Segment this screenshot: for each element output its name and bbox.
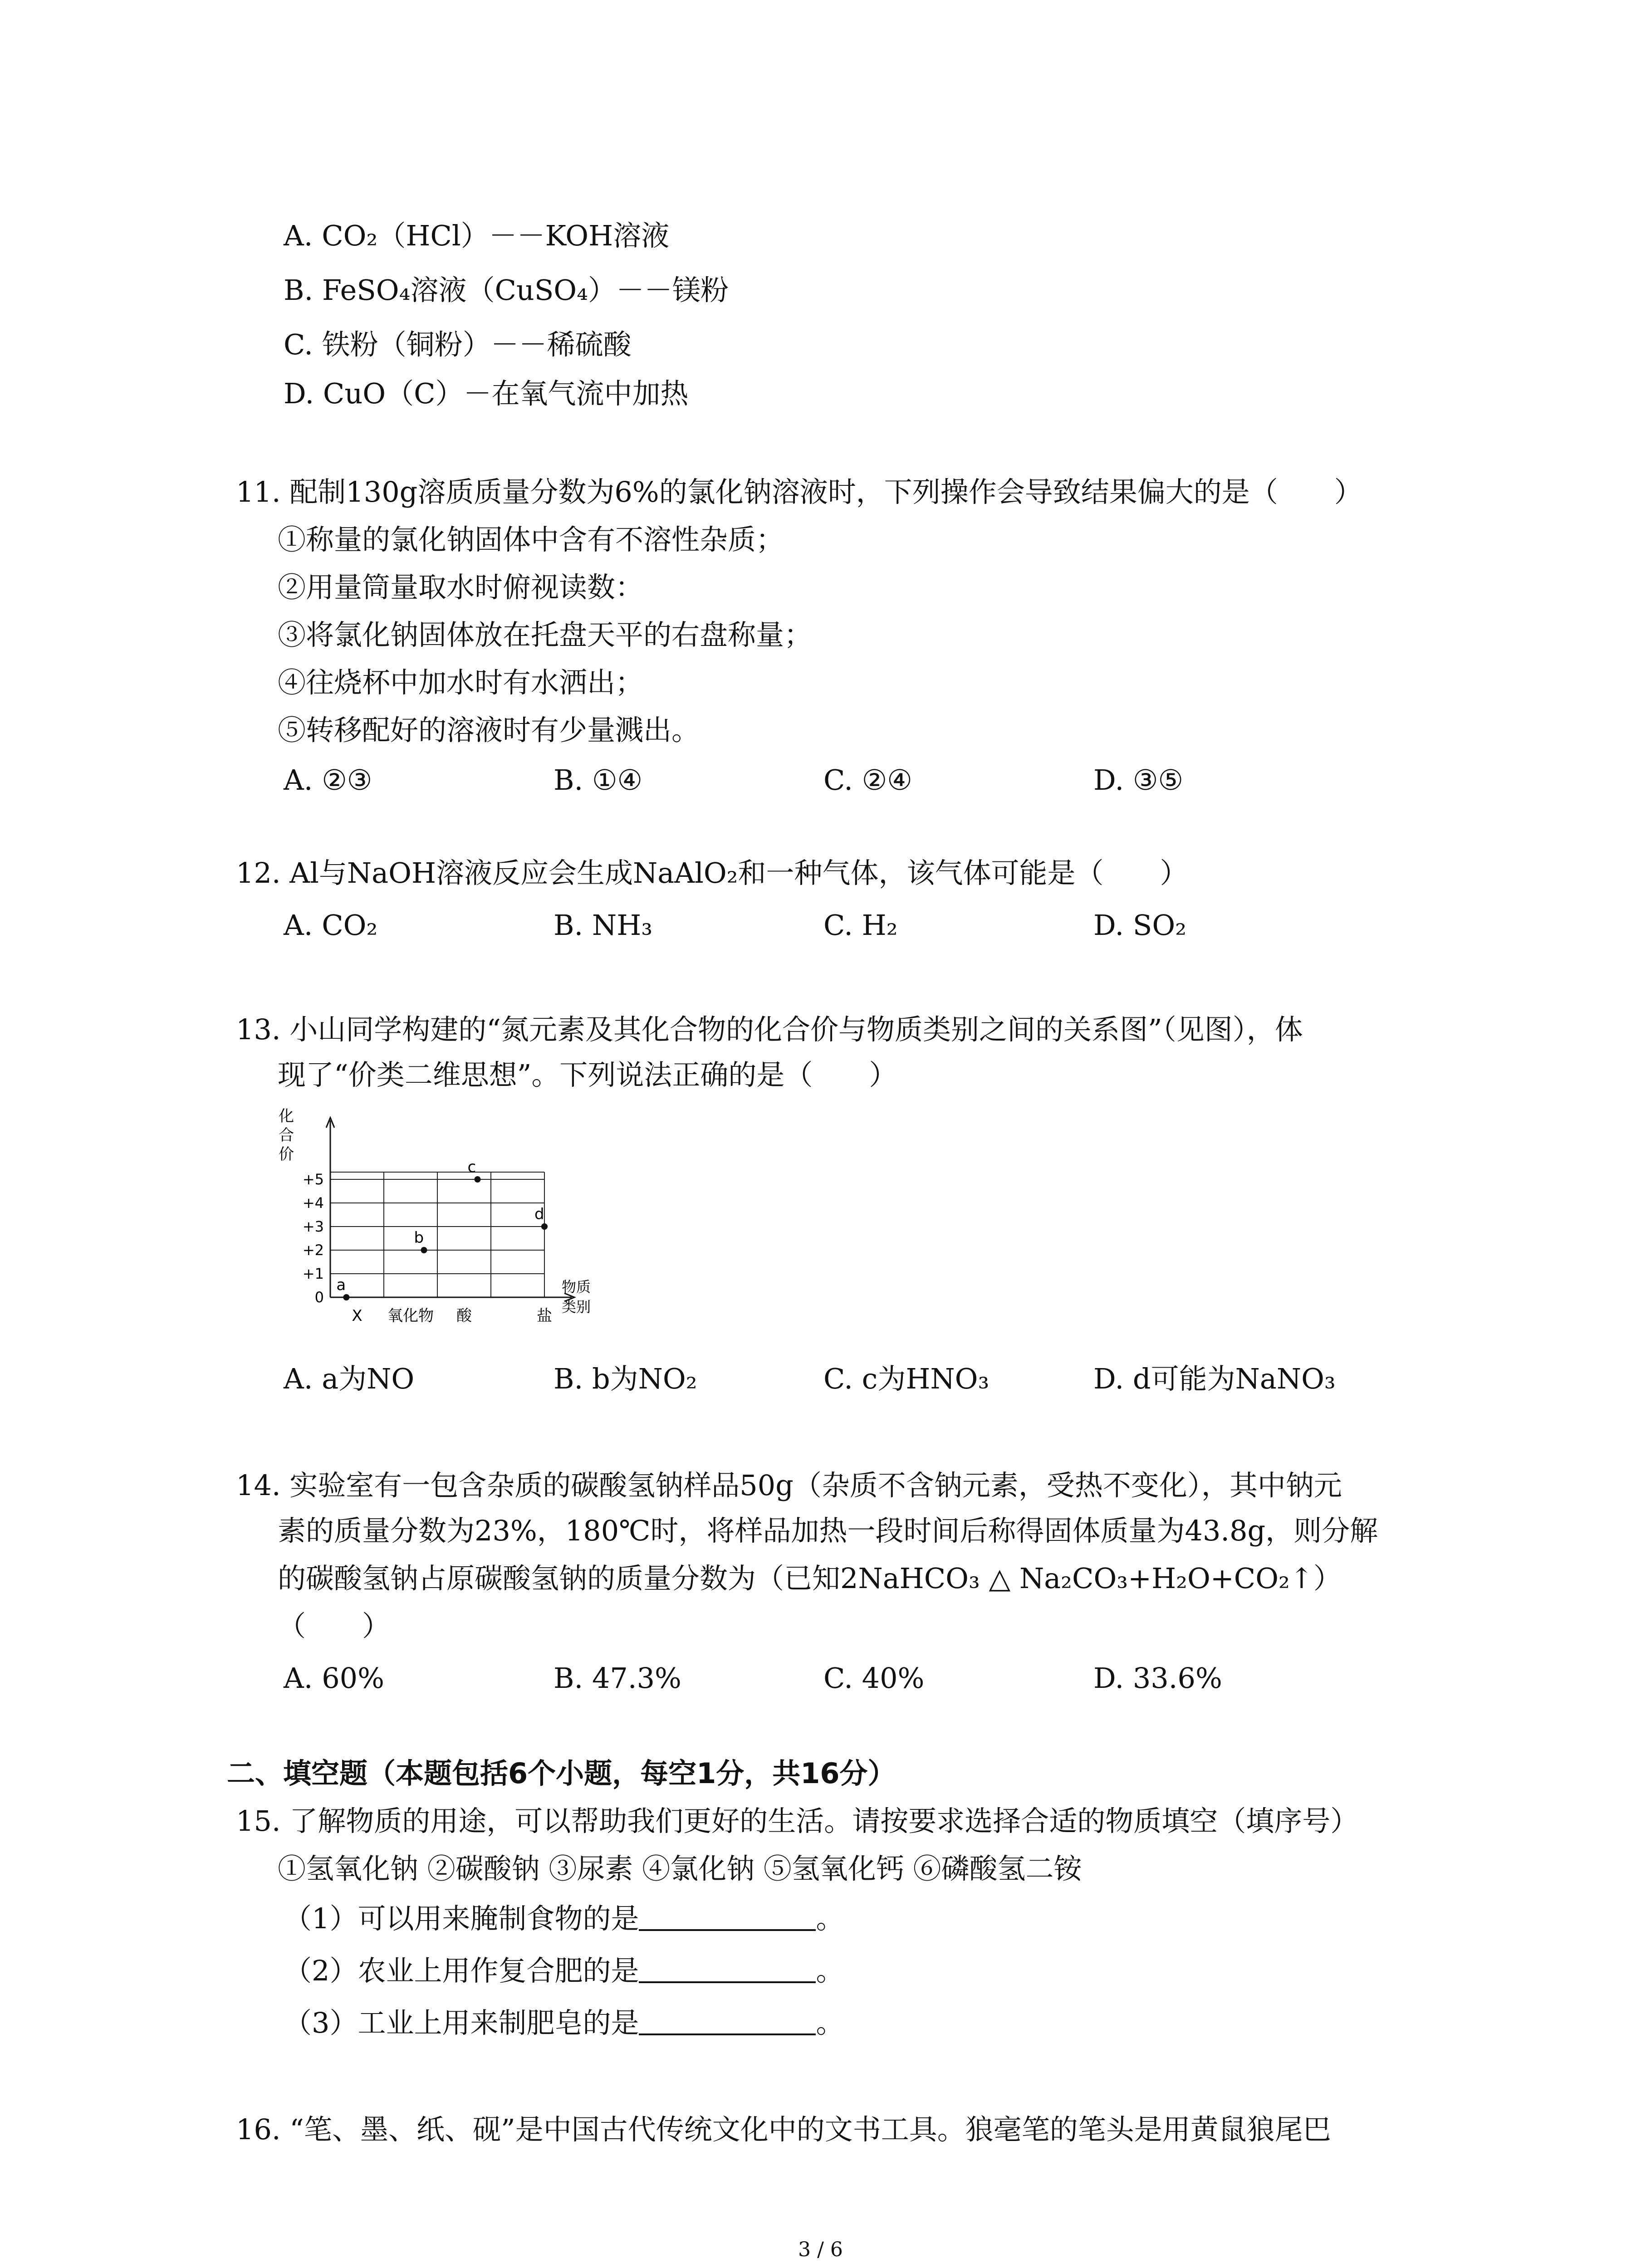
data-point-a <box>343 1294 349 1300</box>
q15-sub-1-text: （1）可以用来腌制食物的是 <box>284 1902 639 1935</box>
q14-option-c: C. 40% <box>823 1662 925 1695</box>
q12-option-a: A. CO₂ <box>284 909 378 942</box>
q10-option-b: B. FeSO₄溶液（CuSO₄）－－镁粉 <box>284 274 729 307</box>
page-number: 3 / 6 <box>798 2238 843 2261</box>
data-label-b: b <box>414 1229 424 1247</box>
data-point-d <box>541 1223 548 1230</box>
data-label-a: a <box>336 1276 346 1294</box>
q13-option-b: B. b为NO₂ <box>554 1362 697 1395</box>
q11-option-b: B. ①④ <box>554 763 643 797</box>
data-point-c <box>475 1176 481 1183</box>
section-heading: 二、填空题（本题包括6个小题，每空1分，共16分） <box>227 1757 896 1790</box>
y-tick-label: +3 <box>302 1218 324 1235</box>
data-label-d: d <box>534 1205 544 1223</box>
y-tick-label: +2 <box>302 1242 324 1259</box>
q15-sub-3-end: 。 <box>816 2006 844 2039</box>
x-category-label: 盐 <box>537 1307 552 1325</box>
q10-option-a: A. CO₂（HCl）－－KOH溶液 <box>284 219 670 252</box>
q15-sub-2-text: （2）农业上用作复合肥的是 <box>284 1954 639 1987</box>
q15-sub-2-end: 。 <box>816 1954 844 1987</box>
q15-sub-1 <box>284 1901 844 1937</box>
q11-option-a: A. ②③ <box>284 763 372 797</box>
q12-option-d: D. SO₂ <box>1093 909 1187 942</box>
x-category-label: 氧化物 <box>387 1307 434 1325</box>
q14-line-1: 14. 实验室有一包含杂质的碳酸氢钠样品50g（杂质不含钠元素，受热不变化），其中钠元 <box>236 1469 1342 1502</box>
answer-blank[interactable] <box>639 1953 816 1983</box>
y-tick-label: 0 <box>314 1289 324 1306</box>
q11-stem: 11. 配制130g溶质质量分数为6%的氯化钠溶液时，下列操作会导致结果偏大的是（ ） <box>236 475 1362 508</box>
y-axis-title-char: 合 <box>279 1126 294 1144</box>
q13-stem-2: 现了“价类二维思想”。下列说法正确的是（ ） <box>278 1058 897 1091</box>
q15-sub-3-text: （3）工业上用来制肥皂的是 <box>284 2006 639 2039</box>
q14-option-d: D. 33.6% <box>1093 1662 1222 1695</box>
q14-line-2: 素的质量分数为23%，180℃时，将样品加热一段时间后称得固体质量为43.8g，则分解 <box>278 1514 1378 1547</box>
q11-option-c: C. ②④ <box>823 763 912 797</box>
q14-line-3: 的碳酸氢钠占原碳酸氢钠的质量分数为（已知2NaHCO₃ △ Na₂CO₃+H₂O+CO₂↑） <box>278 1562 1342 1595</box>
q15-stem: 15. 了解物质的用途，可以帮助我们更好的生活。请按要求选择合适的物质填空（填序号） <box>236 1804 1359 1838</box>
data-point-b <box>421 1247 427 1253</box>
valence-category-chart <box>268 1098 649 1370</box>
q16-stem: 16. “笔、墨、纸、砚”是中国古代传统文化中的文书工具。狼毫笔的笔头是用黄鼠狼尾巴 <box>236 2113 1331 2146</box>
y-tick-label: +5 <box>302 1171 324 1188</box>
x-axis-title-line: 类别 <box>561 1298 591 1315</box>
q13-option-c: C. c为HNO₃ <box>823 1362 989 1395</box>
x-axis-title-line: 物质 <box>561 1278 591 1295</box>
x-category-label: 酸 <box>456 1307 472 1325</box>
q15-sub-1-end: 。 <box>816 1902 844 1935</box>
q15-sub-2 <box>284 1953 844 1989</box>
y-axis-title-char: 价 <box>279 1145 294 1163</box>
data-label-c: c <box>467 1158 476 1176</box>
q11-item-3: ③将氯化钠固体放在托盘天平的右盘称量； <box>278 618 813 651</box>
q14-option-b: B. 47.3% <box>554 1662 681 1695</box>
q12-stem: 12. Al与NaOH溶液反应会生成NaAlO₂和一种气体，该气体可能是（ ） <box>236 856 1188 890</box>
y-tick-label: +1 <box>302 1265 324 1282</box>
q13-option-a: A. a为NO <box>284 1362 415 1395</box>
q12-option-c: C. H₂ <box>823 909 898 942</box>
q15-choices: ①氢氧化钠 ②碳酸钠 ③尿素 ④氯化钠 ⑤氢氧化钙 ⑥磷酸氢二铵 <box>278 1852 1082 1885</box>
q12-option-b: B. NH₃ <box>554 909 653 942</box>
q13-option-d: D. d可能为NaNO₃ <box>1093 1362 1336 1395</box>
q15-sub-3 <box>284 2005 844 2041</box>
q11-item-4: ④往烧杯中加水时有水洒出； <box>278 666 644 699</box>
x-category-label: X <box>352 1307 362 1325</box>
answer-blank[interactable] <box>639 1901 816 1931</box>
q11-item-2: ②用量筒量取水时俯视读数： <box>278 571 644 604</box>
q10-option-c: C. 铁粉（铜粉）－－稀硫酸 <box>284 328 632 361</box>
q11-item-5: ⑤转移配好的溶液时有少量溅出。 <box>278 714 700 747</box>
q14-option-a: A. 60% <box>284 1662 384 1695</box>
answer-blank[interactable] <box>639 2005 816 2035</box>
y-tick-label: +4 <box>302 1194 324 1212</box>
q13-stem-1: 13. 小山同学构建的“氮元素及其化合物的化合价与物质类别之间的关系图”（见图），体 <box>236 1013 1303 1046</box>
q11-option-d: D. ③⑤ <box>1093 763 1184 797</box>
q14-line-4: （ ） <box>278 1609 391 1642</box>
y-axis-title-char: 化 <box>279 1107 294 1125</box>
q11-item-1: ①称量的氯化钠固体中含有不溶性杂质； <box>278 523 784 556</box>
q10-option-d: D. CuO（C）－在氧气流中加热 <box>284 377 689 410</box>
